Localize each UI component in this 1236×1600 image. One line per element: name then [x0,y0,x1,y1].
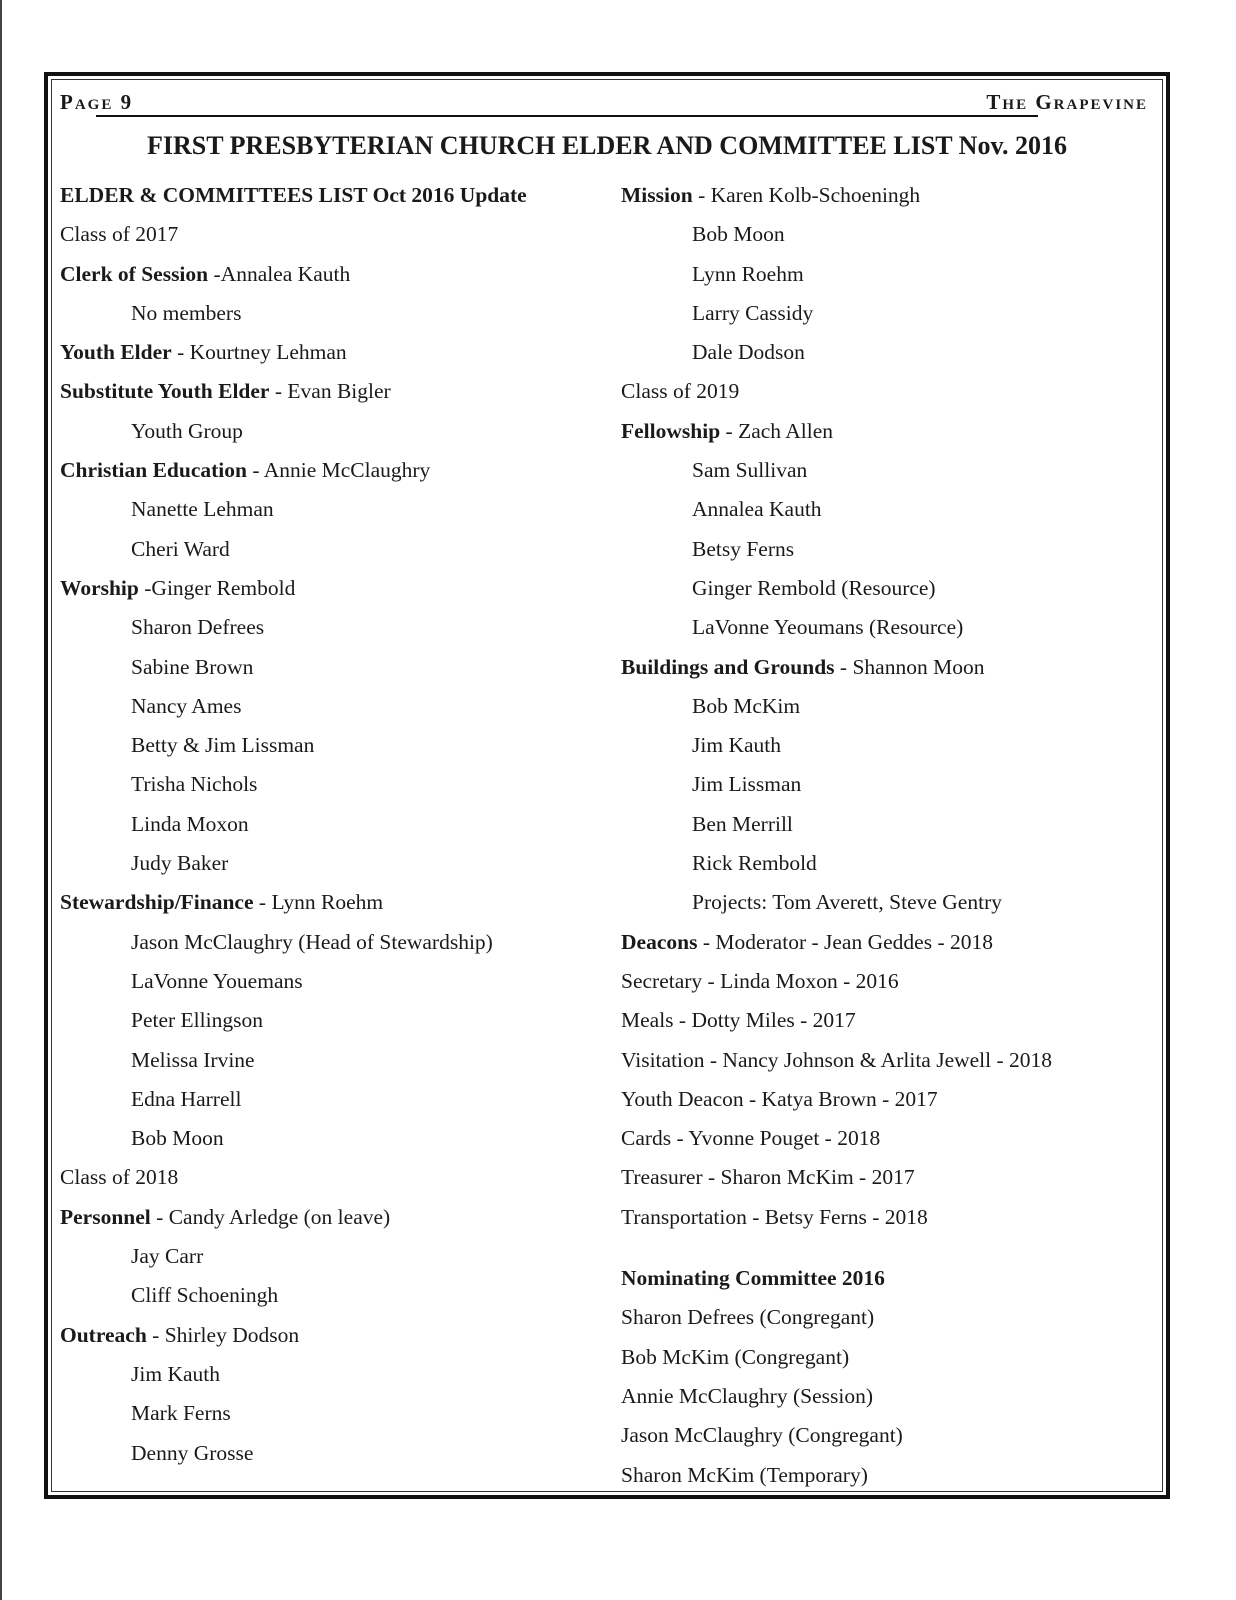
committee-substitute-youth-elder [60,372,610,411]
committee-chair: Evan Bigler [287,379,391,404]
member: Betty & Jim Lissman [131,733,315,758]
nominating-member: Sharon Defrees (Congregant) [621,1305,875,1330]
committee-chair: Zach Allen [738,418,834,443]
committee-chair: Lynn Roehm [271,890,384,915]
class-2019-label: Class of 2019 [621,379,740,404]
separator: - [269,379,288,404]
member: Peter Ellingson [131,1008,263,1033]
committee-chair: Annalea Kauth [220,261,351,286]
member: LaVonne Youemans [131,968,303,993]
member: LaVonne Yeoumans (Resource) [692,615,964,640]
committee-label: Buildings and Grounds [621,654,835,679]
deacon-role: Youth Deacon - Katya Brown - 2017 [621,1086,938,1111]
member: Bob McKim [692,693,801,718]
deacon-role: Visitation - Nancy Johnson & Arlita Jewell - 2018 [621,1047,1053,1072]
committee-buildings-and-grounds [621,648,1151,687]
member: Ben Merrill [692,811,793,836]
committee-label: Deacons [621,929,698,954]
page-title: FIRST PRESBYTERIAN CHURCH ELDER AND COMMITTEE LIST Nov. 2016 [146,131,1068,160]
member: Annalea Kauth [692,497,822,522]
committee-chair: Shannon Moon [852,654,985,679]
committee-chair: Annie McClaughry [263,458,431,483]
member: Mark Ferns [131,1401,231,1426]
member: Nanette Lehman [131,497,274,522]
nominating-member: Jason McClaughry (Congregant) [621,1423,903,1448]
committee-outreach [60,1316,610,1355]
header-rule [96,115,1038,117]
member: Ginger Rembold (Resource) [692,575,936,600]
member: Cheri Ward [131,536,230,561]
nominating-member: Annie McClaughry (Session) [621,1383,873,1408]
member: Sharon Defrees [131,615,265,640]
member: Trisha Nichols [131,772,258,797]
member: Youth Group [131,418,243,443]
committee-label: Christian Education [60,458,247,483]
committee-worship [60,569,610,608]
member: Denny Grosse [131,1440,254,1465]
deacon-role: Treasurer - Sharon McKim - 2017 [621,1165,915,1190]
member: Jim Lissman [692,772,802,797]
committee-label: Personnel [60,1204,151,1229]
member: Jim Kauth [131,1361,220,1386]
committee-label: Youth Elder [60,340,172,365]
member: Edna Harrell [131,1086,242,1111]
deacon-role: Secretary - Linda Moxon - 2016 [621,968,899,993]
committee-mission [621,176,1151,215]
member: Sam Sullivan [692,458,808,483]
separator: - [171,340,190,365]
member: Bob Moon [131,1126,224,1151]
committee-clerk-of-session [60,255,610,294]
committee-chair: Moderator - Jean Geddes - 2018 [715,929,993,954]
member: Sabine Brown [131,654,254,679]
newsletter-name: The Grapevine [986,90,1148,114]
committee-label: Stewardship/Finance [60,890,254,915]
separator: - [692,183,711,207]
spacer [621,1237,1151,1259]
page-number: Page 9 [60,90,134,114]
page-edge [0,0,2,1600]
member: Linda Moxon [131,811,249,836]
left-column [60,176,610,1473]
committee-fellowship [621,412,1151,451]
separator: - [697,929,716,954]
committee-chair: Karen Kolb-Schoeningh [710,183,921,207]
separator: - [253,890,272,915]
committee-christian-education [60,451,610,490]
nominating-member: Sharon McKim (Temporary) [621,1462,868,1487]
separator: - [720,418,739,443]
deacon-role: Cards - Yvonne Pouget - 2018 [621,1126,881,1151]
separator: - [138,575,152,600]
committee-stewardship-finance [60,883,610,922]
member: Rick Rembold [692,851,817,876]
separator: - [834,654,853,679]
separator: - [146,1322,165,1347]
committee-chair: Kourtney Lehman [189,340,347,365]
deacon-role: Meals - Dotty Miles - 2017 [621,1008,856,1033]
class-2017-label: Class of 2017 [60,222,179,247]
member: Dale Dodson [692,340,805,365]
class-2018-label: Class of 2018 [60,1165,179,1190]
member: Bob Moon [692,222,785,247]
committee-label: Fellowship [621,418,721,443]
committee-youth-elder [60,333,610,372]
committee-deacons [621,923,1151,962]
member: Nancy Ames [131,693,242,718]
deacon-role: Transportation - Betsy Ferns - 2018 [621,1204,928,1229]
separator: - [246,458,264,483]
member: Larry Cassidy [692,300,814,325]
separator: - [208,261,221,286]
member: Betsy Ferns [692,536,795,561]
separator: - [150,1204,169,1229]
committee-personnel [60,1198,610,1237]
committee-label: Mission [621,183,693,207]
right-column [621,176,1151,1495]
member: Jason McClaughry (Head of Stewardship) [131,929,493,954]
member: Lynn Roehm [692,261,804,286]
committee-label: Outreach [60,1322,147,1347]
committee-label: Substitute Youth Elder [60,379,270,404]
member: Judy Baker [131,851,229,876]
member: Jay Carr [131,1244,204,1269]
committee-label: Clerk of Session [60,261,209,286]
committee-chair: Ginger Rembold [151,575,296,600]
update-heading: ELDER & COMMITTEES LIST Oct 2016 Update [60,183,527,207]
committee-label: Worship [60,575,139,600]
nominating-committee-heading: Nominating Committee 2016 [621,1266,885,1291]
committee-chair: Shirley Dodson [164,1322,300,1347]
nominating-member: Bob McKim (Congregant) [621,1344,850,1369]
member: Cliff Schoeningh [131,1283,279,1308]
committee-chair: Candy Arledge (on leave) [168,1204,391,1229]
member: Projects: Tom Averett, Steve Gentry [692,890,1002,915]
member: Melissa Irvine [131,1047,255,1072]
member: Jim Kauth [692,733,781,758]
member: No members [131,300,242,325]
